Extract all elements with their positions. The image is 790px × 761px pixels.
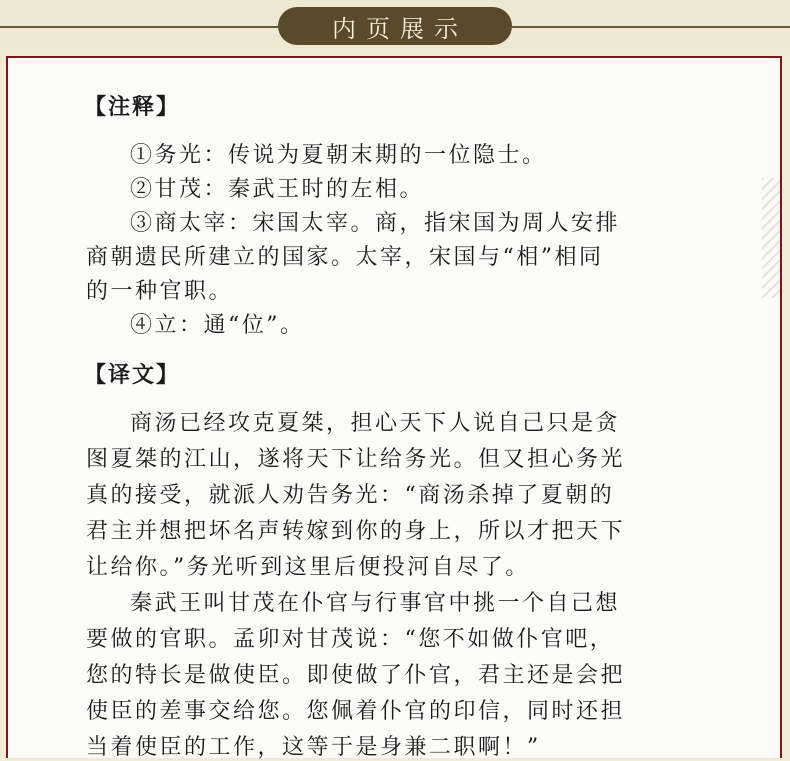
banner bbox=[0, 0, 790, 55]
page-edge-decoration bbox=[762, 178, 780, 298]
banner-badge bbox=[278, 7, 512, 45]
translation-line: 让给你。”务光听到这里后便投河自尽了。 bbox=[86, 555, 530, 580]
translation-line: 君主并想把坏名声转嫁到你的身上，所以才把天下 bbox=[86, 519, 626, 544]
annotation-line: 的一种官职。 bbox=[86, 279, 234, 304]
book-page bbox=[8, 58, 780, 758]
page-frame bbox=[6, 56, 782, 758]
translation-line: 当着使臣的工作，这等于是身兼二职啊！” bbox=[86, 735, 541, 760]
translation-line: 商汤已经攻克夏桀，担心天下人说自己只是贪 bbox=[130, 411, 621, 436]
translation-heading: 【译文】 bbox=[84, 363, 181, 388]
annotation-line: ④立：通“位”。 bbox=[130, 313, 305, 338]
annotation-line: ①务光：传说为夏朝末期的一位隐士。 bbox=[130, 143, 547, 168]
annotation-line: ③商太宰：宋国太宰。商，指宋国为周人安排 bbox=[130, 211, 621, 236]
translation-line: 要做的官职。孟卯对甘茂说：“您不如做仆官吧， bbox=[86, 627, 615, 652]
translation-line: 您的特长是做使臣。即使做了仆官，君主还是会把 bbox=[86, 663, 626, 688]
banner-rule-right bbox=[512, 26, 790, 28]
banner-title: 内页展示 bbox=[332, 14, 468, 43]
translation-line: 图夏桀的江山，遂将天下让给务光。但又担心务光 bbox=[86, 447, 626, 472]
annotations-heading: 【注释】 bbox=[84, 95, 181, 120]
translation-line: 使臣的差事交给您。您佩着仆官的印信，同时还担 bbox=[86, 699, 626, 724]
banner-rule-left bbox=[0, 26, 278, 28]
translation-line: 真的接受，就派人劝告务光：“商汤杀掉了夏朝的 bbox=[86, 483, 615, 508]
translation-line: 秦武王叫甘茂在仆官与行事官中挑一个自己想 bbox=[130, 591, 621, 616]
annotation-line: ②甘茂：秦武王时的左相。 bbox=[130, 177, 425, 202]
annotation-line: 商朝遗民所建立的国家。太宰，宋国与“相”相同 bbox=[86, 245, 604, 270]
